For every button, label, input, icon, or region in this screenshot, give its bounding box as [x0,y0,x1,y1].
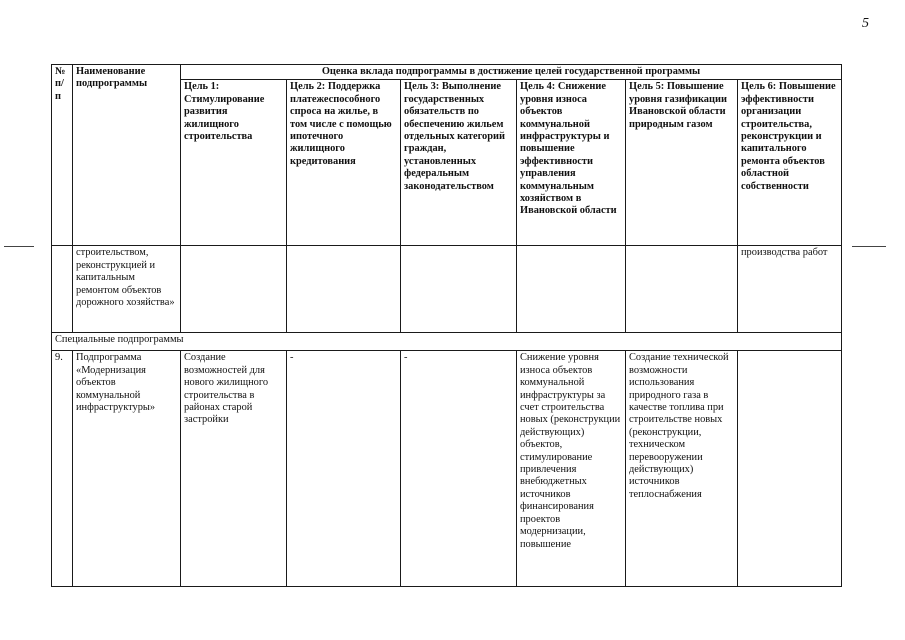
cell-goal-6: производства работ [738,246,842,333]
cell-goal-2: - [287,351,401,587]
section-row [52,333,842,351]
section-title: Специальные подпрограммы [52,333,842,351]
cell-goal-1 [181,246,287,333]
header-group: Оценка вклада подпрограммы в достижение целей государственной программы [181,65,842,80]
cell-goal-5: Создание технической возможности использования природного газа в качестве топлива при строительстве новых (реконструкции, техническом перевооружении действующих) источников теплоснабжения [626,351,738,587]
cell-goal-3 [401,246,517,333]
header-goal-3: Цель 3: Выполнение государственных обязательств по обеспечению жильем отдельных категорий граждан, установленных федеральным законодательством [401,80,517,246]
cell-goal-6 [738,351,842,587]
header-num: № п/п [52,65,73,246]
header-goal-5: Цель 5: Повышение уровня газификации Ивановской области природным газом [626,80,738,246]
cell-goal-3: - [401,351,517,587]
cell-goal-4: Снижение уровня износа объектов коммунальной инфраструктуры за счет строительства новых (реконструкции действующих) объектов, стимулирование привлечения внебюджетных источников финансирования проектов модернизации, повышение [517,351,626,587]
header-goal-6: Цель 6: Повышение эффективности организации строительства, реконструкции и капитального ремонта объектов областной собственности [738,80,842,246]
page-number: 5 [862,16,869,31]
right-edge-mark [852,246,886,247]
cell-num [52,246,73,333]
cell-goal-5 [626,246,738,333]
header-goal-4: Цель 4: Снижение уровня износа объектов коммунальной инфраструктуры и повышение эффективности управления коммунальным хозяйством в Ивановской области [517,80,626,246]
cell-name: строительством, реконструкцией и капитальным ремонтом объектов дорожного хозяйства» [73,246,181,333]
cell-goal-2 [287,246,401,333]
header-goal-2: Цель 2: Поддержка платежеспособного спроса на жилье, в том числе с помощью ипотечного жилищного кредитования [287,80,401,246]
cell-goal-1: Создание возможностей для нового жилищного строительства в районах старой застройки [181,351,287,587]
header-goal-1: Цель 1: Стимулирование развития жилищного строительства [181,80,287,246]
header-name: Наименование подпрограммы [73,65,181,246]
table-row [52,351,842,587]
table-row [52,246,842,333]
cell-num: 9. [52,351,73,587]
cell-goal-4 [517,246,626,333]
cell-name: Подпрограмма «Модернизация объектов коммунальной инфраструктуры» [73,351,181,587]
subprogram-goals-table [51,64,842,587]
left-edge-mark [4,246,34,247]
